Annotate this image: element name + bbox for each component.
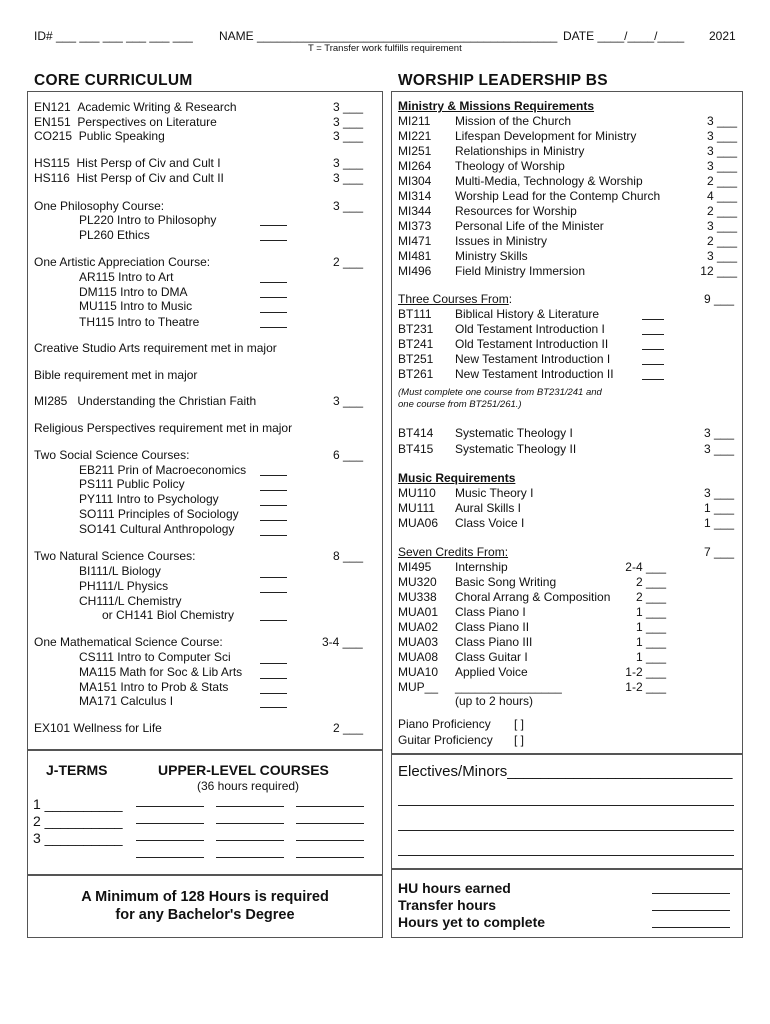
philosophy-option: PL220 Intro to Philosophy <box>79 213 217 227</box>
three-note: (Must complete one course from BT231/241 and <box>398 387 602 398</box>
worship-leadership-title: WORSHIP LEADERSHIP BS <box>398 72 608 89</box>
jterm-2[interactable]: 2 __________ <box>33 813 123 829</box>
math-label: One Mathematical Science Course: <box>34 635 223 649</box>
upper-level-course-blank[interactable] <box>136 857 204 858</box>
upper-level-course-blank[interactable] <box>136 806 204 807</box>
music-row-hrs[interactable]: 1 ___ <box>704 501 735 515</box>
ministry-row-hrs[interactable]: 12 ___ <box>700 264 737 278</box>
hours-yet: Hours yet to complete <box>398 914 546 930</box>
theology-row: BT414 Systematic Theology I <box>398 426 573 440</box>
core-row: HS115 Hist Persp of Civ and Cult I <box>34 156 221 170</box>
natural-hrs[interactable]: 8 ___ <box>333 549 364 563</box>
upper-level-course-blank[interactable] <box>216 806 284 807</box>
core-row-hrs[interactable]: 3 ___ <box>333 156 364 170</box>
upper-level-course-blank[interactable] <box>296 840 364 841</box>
mi285-hrs[interactable]: 3 ___ <box>333 394 364 408</box>
philosophy-option: PL260 Ethics <box>79 228 150 242</box>
ministry-row-hrs[interactable]: 2 ___ <box>706 204 737 218</box>
transfer-hours: Transfer hours <box>398 897 497 913</box>
seven-credit-row-hrs[interactable]: 1-2 ___ <box>625 680 666 694</box>
ministry-row-hrs[interactable]: 3 ___ <box>706 129 737 143</box>
electives-line[interactable] <box>398 855 734 856</box>
piano-proficiency: Piano Proficiency <box>398 717 491 731</box>
ministry-row: MI314 Worship Lead for the Contemp Church <box>398 189 661 203</box>
seven-credit-row-hrs[interactable]: 1 ___ <box>635 620 666 634</box>
upper-level-course-blank[interactable] <box>296 806 364 807</box>
philosophy-hrs[interactable]: 3 ___ <box>333 199 364 213</box>
math-option: MA171 Calculus I <box>79 694 174 708</box>
bible-note: Bible requirement met in major <box>34 368 198 382</box>
math-hrs[interactable]: 3-4 ___ <box>322 635 363 649</box>
artistic-option: MU115 Intro to Music <box>79 299 193 313</box>
three-course-row: BT251 New Testament Introduction I <box>398 352 611 366</box>
music-heading: Music Requirements <box>398 471 516 485</box>
social-label: Two Social Science Courses: <box>34 448 190 462</box>
upper-level-subtitle: (36 hours required) <box>197 779 300 793</box>
electives-line[interactable] <box>398 805 734 806</box>
math-option: CS111 Intro to Computer Sci <box>79 650 231 664</box>
three-hrs[interactable]: 9 ___ <box>704 292 735 306</box>
seven-credit-row: MUA02 Class Piano II <box>398 620 530 634</box>
core-curriculum-title: CORE CURRICULUM <box>34 72 193 89</box>
check-blank[interactable] <box>260 490 287 491</box>
check-blank[interactable] <box>260 693 287 694</box>
social-hrs[interactable]: 6 ___ <box>333 448 364 462</box>
three-course-row: BT111 Biblical History & Literature <box>398 307 600 321</box>
core-row: CO215 Public Speaking <box>34 129 165 143</box>
three-course-row: BT231 Old Testament Introduction I <box>398 322 605 336</box>
creative-note: Creative Studio Arts requirement met in major <box>34 341 277 355</box>
check-blank[interactable] <box>260 240 287 241</box>
ministry-row-hrs[interactable]: 3 ___ <box>706 219 737 233</box>
ministry-row: MI471 Issues in Ministry <box>398 234 548 248</box>
jterms-title: J-TERMS <box>46 762 108 778</box>
electives-line[interactable] <box>398 830 734 831</box>
jterm-3[interactable]: 3 __________ <box>33 830 123 846</box>
piano-checkbox[interactable]: [ ] <box>514 717 525 731</box>
mi285-row: MI285 Understanding the Christian Faith <box>34 394 257 408</box>
ministry-row: MI211 Mission of the Church <box>398 114 572 128</box>
math-option: MA151 Intro to Prob & Stats <box>79 680 229 694</box>
music-row-hrs[interactable]: 1 ___ <box>704 516 735 530</box>
three-course-row: BT261 New Testament Introduction II <box>398 367 614 381</box>
social-option: PS111 Public Policy <box>79 477 185 491</box>
theology-row: BT415 Systematic Theology II <box>398 442 577 456</box>
upper-level-course-blank[interactable] <box>216 857 284 858</box>
seven-credit-row: MUP__ ________________ <box>398 680 562 694</box>
ministry-row-hrs[interactable]: 3 ___ <box>706 114 737 128</box>
check-blank[interactable] <box>260 520 287 521</box>
core-row-hrs[interactable]: 3 ___ <box>333 171 364 185</box>
seven-hrs[interactable]: 7 ___ <box>704 545 735 559</box>
seven-credit-row-hrs[interactable]: 2 ___ <box>635 575 666 589</box>
minimum-line-1: A Minimum of 128 Hours is required <box>81 889 329 905</box>
music-row: MU110 Music Theory I <box>398 486 534 500</box>
ministry-row: MI496 Field Ministry Immersion <box>398 264 586 278</box>
seven-credit-row: MUA10 Applied Voice <box>398 665 528 679</box>
check-blank[interactable] <box>642 334 664 335</box>
check-blank[interactable] <box>260 707 287 708</box>
check-blank[interactable] <box>260 678 287 679</box>
check-blank[interactable] <box>260 592 287 593</box>
seven-credit-row: MI495 Internship <box>398 560 508 574</box>
year: 2021 <box>709 29 736 43</box>
check-blank[interactable] <box>260 312 287 313</box>
three-note: one course from BT251/261.) <box>398 399 522 410</box>
core-row: EN151 Perspectives on Literature <box>34 115 217 129</box>
three-heading: Three Courses From: <box>398 292 513 306</box>
core-row-hrs[interactable]: 3 ___ <box>333 100 364 114</box>
music-row: MU111 Aural Skills I <box>398 501 522 515</box>
check-blank[interactable] <box>260 475 287 476</box>
date-field[interactable]: DATE ____/____/____ <box>563 29 685 43</box>
ministry-row-hrs[interactable]: 2 ___ <box>706 174 737 188</box>
ministry-row: MI373 Personal Life of the Minister <box>398 219 604 233</box>
check-blank[interactable] <box>260 620 287 621</box>
seven-credit-row: MUA08 Class Guitar I <box>398 650 528 664</box>
ministry-row: MI481 Ministry Skills <box>398 249 528 263</box>
check-blank[interactable] <box>642 319 664 320</box>
artistic-hrs[interactable]: 2 ___ <box>333 255 364 269</box>
natural-label: Two Natural Science Courses: <box>34 549 196 563</box>
wellness-row: EX101 Wellness for Life <box>34 721 162 735</box>
ministry-row: MI251 Relationships in Ministry <box>398 144 585 158</box>
seven-heading: Seven Credits From: <box>398 545 509 559</box>
check-blank[interactable] <box>260 327 287 328</box>
core-row: EN121 Academic Writing & Research <box>34 100 237 114</box>
theology-hrs[interactable]: 3 ___ <box>704 426 735 440</box>
natural-option: CH111/L Chemistry <box>79 594 182 608</box>
seven-credit-row-hrs[interactable]: 1 ___ <box>635 605 666 619</box>
three-course-row: BT241 Old Testament Introduction II <box>398 337 609 351</box>
seven-credit-row: MUA01 Class Piano I <box>398 605 526 619</box>
seven-credit-row: MUA03 Class Piano III <box>398 635 533 649</box>
artistic-label: One Artistic Appreciation Course: <box>34 255 211 269</box>
wellness-hrs[interactable]: 2 ___ <box>333 721 364 735</box>
ministry-row: MI264 Theology of Worship <box>398 159 565 173</box>
natural-option: BI111/L Biology <box>79 564 161 578</box>
seven-credit-row-hrs[interactable]: 1 ___ <box>635 650 666 664</box>
upper-level-course-blank[interactable] <box>216 840 284 841</box>
social-option: EB211 Prin of Macroeconomics <box>79 463 247 477</box>
core-row-hrs[interactable]: 3 ___ <box>333 129 364 143</box>
seven-credit-row-hrs[interactable]: 2 ___ <box>635 590 666 604</box>
ministry-row-hrs[interactable]: 3 ___ <box>706 159 737 173</box>
minimum-line-2: for any Bachelor's Degree <box>115 907 295 923</box>
ministry-row-hrs[interactable]: 3 ___ <box>706 249 737 263</box>
check-blank[interactable] <box>260 663 287 664</box>
seven-credit-row-hrs[interactable]: 1-2 ___ <box>625 665 666 679</box>
natural-option: PH111/L Physics <box>79 579 169 593</box>
jterm-1[interactable]: 1 __________ <box>33 796 123 812</box>
ministry-row-hrs[interactable]: 3 ___ <box>706 144 737 158</box>
check-blank[interactable] <box>260 282 287 283</box>
check-blank[interactable] <box>642 364 664 365</box>
check-blank[interactable] <box>260 577 287 578</box>
seven-credit-row-hrs[interactable]: 1 ___ <box>635 635 666 649</box>
check-blank[interactable] <box>260 505 287 506</box>
seven-credit-row: MU338 Choral Arrang & Composition <box>398 590 611 604</box>
social-option: SO141 Cultural Anthropology <box>79 522 235 536</box>
core-row: HS116 Hist Persp of Civ and Cult II <box>34 171 224 185</box>
hu-hours-earned: HU hours earned <box>398 880 511 896</box>
social-option: SO111 Principles of Sociology <box>79 507 239 521</box>
ministry-row-hrs[interactable]: 4 ___ <box>706 189 737 203</box>
natural-option: or CH141 Biol Chemistry <box>102 608 235 622</box>
upper-level-course-blank[interactable] <box>216 823 284 824</box>
upper-level-course-blank[interactable] <box>296 857 364 858</box>
name-field[interactable]: NAME _____________________________________________ <box>219 29 558 43</box>
core-row-hrs[interactable]: 3 ___ <box>333 115 364 129</box>
ministry-row: MI304 Multi-Media, Technology & Worship <box>398 174 643 188</box>
ministry-row: MI221 Lifespan Development for Ministry <box>398 129 637 143</box>
check-blank[interactable] <box>260 225 287 226</box>
check-blank[interactable] <box>260 535 287 536</box>
theology-hrs[interactable]: 3 ___ <box>704 442 735 456</box>
id-field[interactable]: ID# ___ ___ ___ ___ ___ ___ <box>34 29 193 43</box>
math-option: MA115 Math for Soc & Lib Arts <box>79 665 243 679</box>
guitar-proficiency: Guitar Proficiency <box>398 733 493 747</box>
upper-level-course-blank[interactable] <box>136 823 204 824</box>
check-blank[interactable] <box>260 297 287 298</box>
ministry-row: MI344 Resources for Worship <box>398 204 577 218</box>
seven-credit-row: MU320 Basic Song Writing <box>398 575 557 589</box>
music-row-hrs[interactable]: 3 ___ <box>704 486 735 500</box>
upper-level-title: UPPER-LEVEL COURSES <box>158 762 329 778</box>
social-option: PY111 Intro to Psychology <box>79 492 219 506</box>
seven-credit-row-hrs[interactable]: 2-4 ___ <box>625 560 666 574</box>
upper-level-course-blank[interactable] <box>136 840 204 841</box>
ministry-row-hrs[interactable]: 2 ___ <box>706 234 737 248</box>
artistic-option: AR115 Intro to Art <box>79 270 174 284</box>
check-blank[interactable] <box>642 349 664 350</box>
check-blank[interactable] <box>642 379 664 380</box>
hours-earned-blank[interactable] <box>652 893 730 894</box>
electives-title[interactable]: Electives/Minors___________________________ <box>398 763 733 780</box>
music-row: MUA06 Class Voice I <box>398 516 525 530</box>
ministry-heading: Ministry & Missions Requirements <box>398 99 595 113</box>
artistic-option: TH115 Intro to Theatre <box>79 315 200 329</box>
religious-note: Religious Perspectives requirement met in major <box>34 421 293 435</box>
guitar-checkbox[interactable]: [ ] <box>514 733 525 747</box>
hours-yet-blank[interactable] <box>652 927 730 928</box>
philosophy-label: One Philosophy Course: <box>34 199 165 213</box>
transfer-note: T = Transfer work fulfills requirement <box>308 43 462 54</box>
upto-note: (up to 2 hours) <box>455 694 534 708</box>
transfer-hours-blank[interactable] <box>652 910 730 911</box>
upper-level-course-blank[interactable] <box>296 823 364 824</box>
artistic-option: DM115 Intro to DMA <box>79 285 188 299</box>
